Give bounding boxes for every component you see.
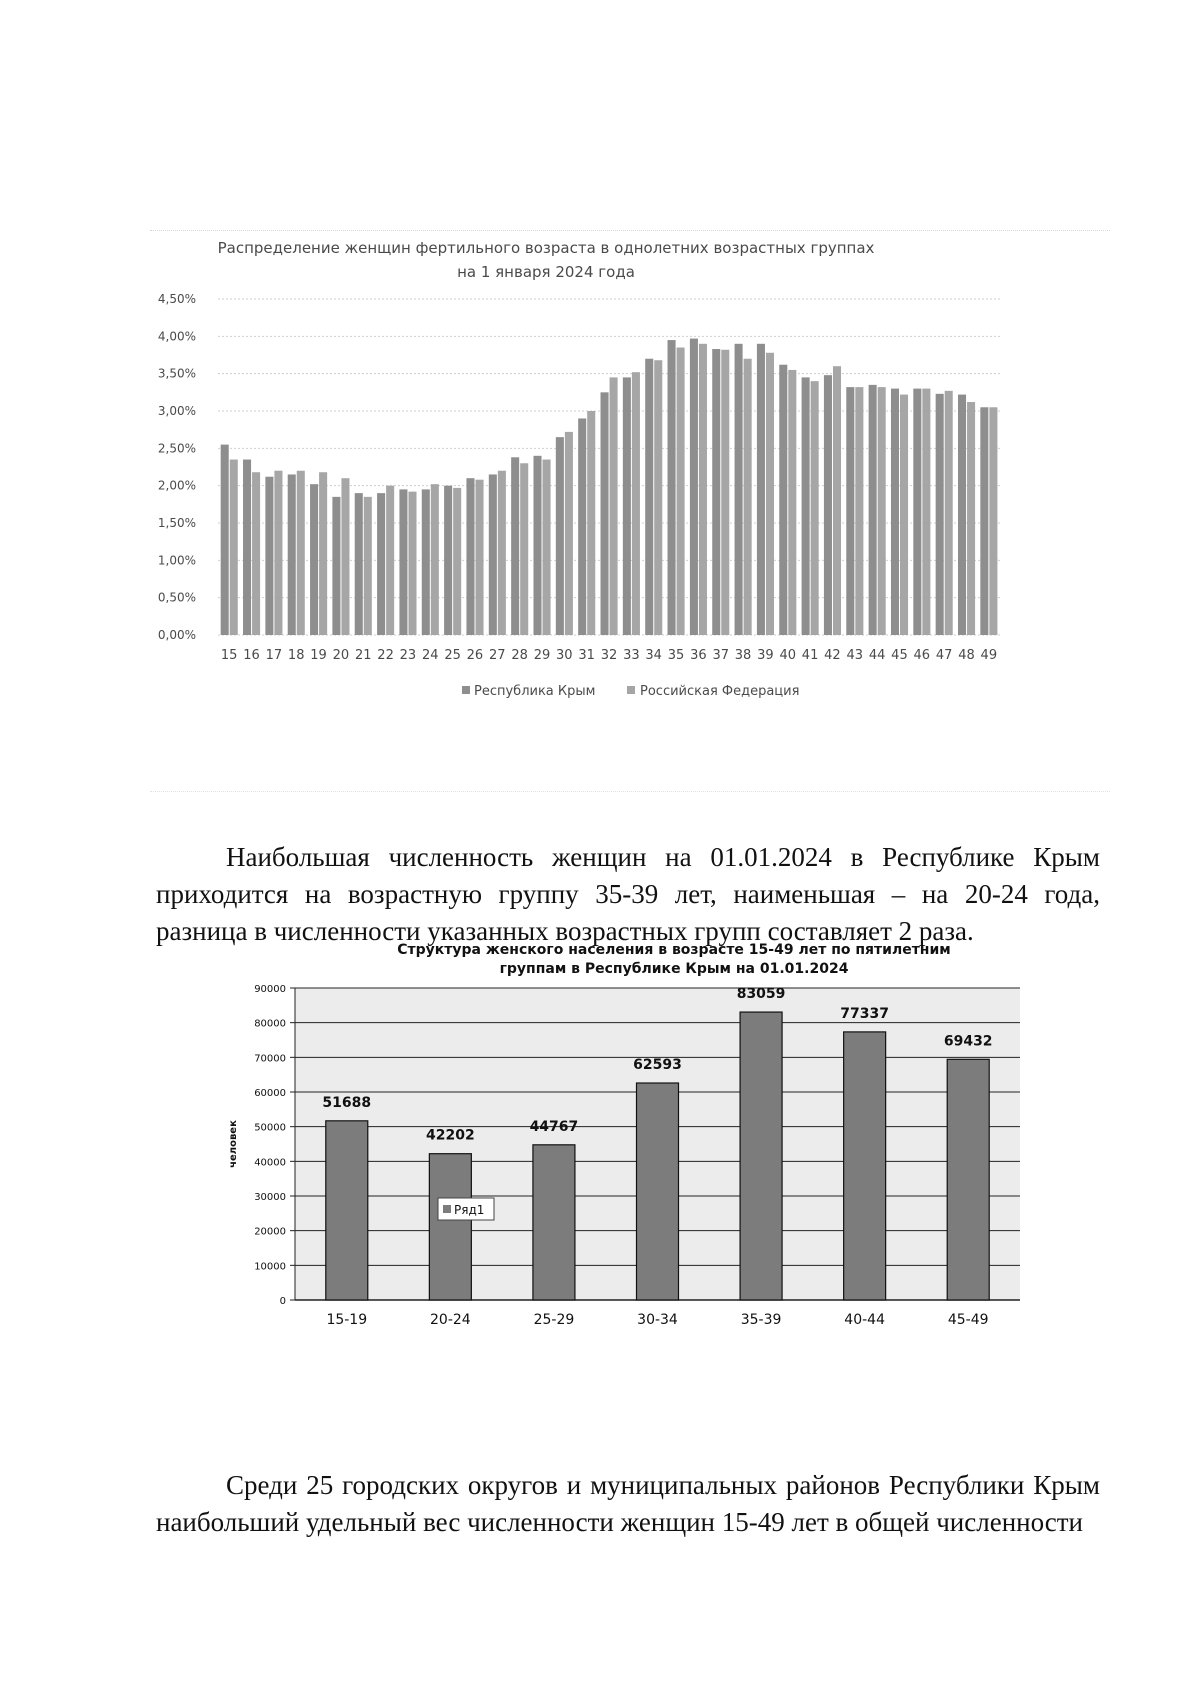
chart2-legend-swatch <box>443 1205 451 1213</box>
chart1-y-tick-label: 4,50% <box>157 292 196 306</box>
chart1-bar-crimea <box>399 489 407 635</box>
chart1-bar-russia <box>408 492 416 635</box>
chart1-bar-crimea <box>221 445 229 635</box>
chart1-bar-crimea <box>533 456 541 635</box>
chart1-bar-crimea <box>511 457 519 635</box>
chart1-bar-crimea <box>936 394 944 635</box>
chart1-y-tick-label: 1,00% <box>157 553 196 568</box>
chart1-x-tick-label: 27 <box>489 648 506 663</box>
chart1-bar-russia <box>721 350 729 635</box>
chart1-x-tick-label: 48 <box>958 648 975 663</box>
paragraph-districts-intro: Среди 25 городских округов и муниципальных районов Республики Крым наибольший удельный вес численности женщин 15-49 лет в общей численности <box>156 1470 1100 1537</box>
chart1-x-tick-label: 34 <box>645 648 662 663</box>
chart2-title-line: группам в Республике Крым на 01.01.2024 <box>499 961 849 977</box>
chart1-x-tick-label: 30 <box>556 648 573 663</box>
chart1-x-tick-label: 19 <box>310 648 327 663</box>
chart1-x-tick-label: 38 <box>734 648 752 663</box>
chart1-bar-russia <box>632 372 640 635</box>
chart1-bar-russia <box>766 353 774 635</box>
chart1-bar-russia <box>431 484 439 635</box>
chart1-y-tick-label: 2,00% <box>157 478 196 493</box>
chart2-bar <box>533 1145 575 1300</box>
chart2-bar <box>429 1154 471 1300</box>
chart1-bar-russia <box>811 381 819 635</box>
legend-label-crimea: Республика Крым <box>474 684 596 699</box>
chart1-bar-crimea <box>243 460 251 635</box>
chart2-data-label: 42202 <box>425 1127 475 1144</box>
chart1-y-tick-label: 0,50% <box>157 590 196 605</box>
chart1-bar-crimea <box>668 340 676 635</box>
chart2-y-tick-label: 40000 <box>254 1157 286 1169</box>
chart1-bar-crimea <box>578 418 586 635</box>
chart-fertile-age-distribution <box>150 230 1110 792</box>
chart1-x-tick-label: 35 <box>667 648 685 663</box>
chart1-bar-crimea <box>422 489 430 635</box>
chart1-bar-russia <box>989 407 997 635</box>
chart1-x-tick-label: 15 <box>220 648 238 663</box>
chart2-y-tick-label: 70000 <box>254 1053 286 1065</box>
chart1-bar-russia <box>498 471 506 635</box>
chart2-y-tick-label: 90000 <box>254 984 286 995</box>
chart1-svg <box>150 231 1110 791</box>
chart1-bar-russia <box>587 411 595 635</box>
chart1-bar-crimea <box>824 375 832 635</box>
chart1-x-tick-label: 40 <box>779 648 797 663</box>
chart1-x-tick-label: 22 <box>377 648 394 663</box>
chart1-x-tick-label: 26 <box>466 648 484 663</box>
chart2-data-label: 83059 <box>736 986 786 1003</box>
chart1-bar-russia <box>788 370 796 635</box>
chart2-svg <box>220 940 1040 1420</box>
chart1-x-tick-label: 28 <box>511 648 528 663</box>
chart1-bar-crimea <box>288 474 296 635</box>
chart1-bar-crimea <box>489 474 497 635</box>
chart1-x-tick-label: 41 <box>801 648 819 663</box>
legend-swatch-crimea <box>462 686 470 694</box>
chart2-legend-label: Ряд1 <box>454 1203 485 1217</box>
paragraph-age-group-summary: Наибольшая численность женщин на 01.01.2024 в Республике Крым приходится на возрастную группу 35-39 лет, наименьшая – на 20-24 года, разница в численности указанных возрастных групп составляет 2 раза. <box>156 842 1100 946</box>
chart1-x-tick-label: 36 <box>690 648 707 663</box>
chart2-y-tick-label: 10000 <box>254 1261 286 1273</box>
chart2-legend <box>438 1198 494 1220</box>
chart1-bar-russia <box>967 402 975 635</box>
chart2-x-tick-label: 45-49 <box>947 1312 989 1328</box>
chart2-x-tick-label: 25-29 <box>533 1312 575 1328</box>
chart1-bar-crimea <box>712 349 720 635</box>
chart1-bar-russia <box>677 348 685 635</box>
legend-label-russia: Российская Федерация <box>640 684 800 699</box>
chart2-x-tick-label: 30-34 <box>637 1312 678 1328</box>
chart1-bar-crimea <box>958 395 966 635</box>
chart1-bar-russia <box>297 471 305 635</box>
chart1-bar-crimea <box>377 493 385 635</box>
chart1-bar-crimea <box>444 486 452 635</box>
chart1-bar-russia <box>654 360 662 635</box>
chart2-bar <box>326 1121 368 1300</box>
chart1-bar-russia <box>230 460 238 635</box>
chart1-bar-crimea <box>735 344 743 635</box>
chart1-bar-crimea <box>332 497 340 635</box>
chart1-bar-crimea <box>645 359 653 635</box>
chart1-x-tick-label: 46 <box>913 648 931 663</box>
chart1-title-line: Распределение женщин фертильного возраста в однолетних возрастных группах <box>217 239 875 257</box>
chart1-bar-crimea <box>779 365 787 635</box>
chart2-y-tick-label: 30000 <box>254 1192 286 1203</box>
chart2-x-tick-label: 40-44 <box>844 1312 885 1328</box>
chart1-bar-russia <box>855 387 863 635</box>
chart2-data-label: 77337 <box>840 1005 890 1022</box>
chart1-bar-russia <box>274 471 282 635</box>
chart2-bar <box>844 1032 886 1300</box>
chart2-data-label: 62593 <box>633 1057 682 1074</box>
chart1-bar-russia <box>833 366 841 635</box>
chart1-bar-crimea <box>891 389 899 635</box>
chart1-bar-crimea <box>355 493 363 635</box>
chart1-y-tick-label: 1,50% <box>157 516 196 530</box>
chart2-y-tick-label: 60000 <box>254 1088 286 1099</box>
chart1-bar-crimea <box>265 477 273 635</box>
chart1-x-tick-label: 32 <box>600 648 618 663</box>
chart1-bar-russia <box>386 486 394 635</box>
chart2-data-label: 69432 <box>943 1033 993 1050</box>
chart1-bar-russia <box>699 344 707 635</box>
chart1-y-tick-label: 4,00% <box>157 329 196 344</box>
chart1-bar-russia <box>945 391 953 635</box>
chart2-y-tick-label: 80000 <box>254 1018 286 1030</box>
chart1-x-tick-label: 43 <box>846 648 864 663</box>
chart1-x-tick-label: 20 <box>332 648 350 663</box>
chart1-bar-russia <box>922 389 930 635</box>
chart1-bar-crimea <box>869 385 877 635</box>
chart1-x-tick-label: 39 <box>757 648 774 663</box>
chart1-bar-russia <box>252 472 260 635</box>
chart2-bar <box>637 1083 679 1300</box>
chart2-y-tick-label: 20000 <box>254 1226 286 1238</box>
chart1-bar-russia <box>900 395 908 635</box>
chart2-y-tick-label: 50000 <box>254 1122 286 1134</box>
chart1-y-tick-label: 3,50% <box>157 366 196 381</box>
chart2-x-tick-label: 20-24 <box>430 1312 471 1328</box>
chart1-bar-crimea <box>556 437 564 635</box>
chart1-bar-russia <box>878 387 886 635</box>
chart1-bar-russia <box>453 488 461 635</box>
chart1-x-tick-label: 31 <box>578 648 595 663</box>
chart1-y-tick-label: 2,50% <box>157 441 196 456</box>
chart1-bar-crimea <box>980 407 988 635</box>
chart1-x-tick-label: 16 <box>243 648 260 663</box>
chart2-bar <box>947 1059 989 1300</box>
chart1-bar-crimea <box>623 377 631 635</box>
chart1-bar-russia <box>364 497 372 635</box>
chart1-bar-crimea <box>466 478 474 635</box>
chart1-x-tick-label: 37 <box>712 648 729 663</box>
legend-swatch-russia <box>627 686 635 694</box>
chart1-bar-russia <box>341 478 349 635</box>
chart1-bar-russia <box>319 472 327 635</box>
chart1-title-line: на 1 января 2024 года <box>457 263 635 281</box>
chart1-x-tick-label: 42 <box>824 648 841 663</box>
chart1-x-tick-label: 49 <box>980 648 998 663</box>
chart1-bar-crimea <box>802 377 810 635</box>
chart1-legend <box>462 684 799 699</box>
chart1-bar-russia <box>520 463 528 635</box>
chart2-y-tick-label: 0 <box>279 1296 286 1307</box>
chart1-bar-crimea <box>913 389 921 635</box>
chart1-bar-crimea <box>846 387 854 635</box>
chart1-x-tick-label: 17 <box>265 648 283 663</box>
chart1-bar-russia <box>543 460 551 635</box>
chart1-bar-crimea <box>601 392 609 635</box>
chart1-y-tick-label: 3,00% <box>157 404 196 418</box>
chart1-x-tick-label: 25 <box>444 648 461 663</box>
chart2-bar <box>740 1012 782 1300</box>
chart1-bar-crimea <box>757 344 765 635</box>
chart1-bar-russia <box>610 377 618 635</box>
chart1-bar-crimea <box>310 484 318 635</box>
chart2-title-line: Структура женского населения в возрасте 15-49 лет по пятилетним <box>397 942 951 958</box>
chart1-x-tick-label: 47 <box>935 648 953 663</box>
chart1-y-tick-label: 0,00% <box>157 628 196 642</box>
chart1-bar-russia <box>565 432 573 635</box>
chart1-x-tick-label: 29 <box>533 648 551 663</box>
chart1-bar-russia <box>475 480 483 635</box>
chart1-x-tick-label: 44 <box>868 648 886 663</box>
chart1-x-tick-label: 18 <box>287 648 305 663</box>
chart2-data-label: 44767 <box>529 1118 579 1135</box>
chart1-bar-russia <box>744 359 752 635</box>
chart1-bar-crimea <box>690 339 698 635</box>
chart2-x-tick-label: 15-19 <box>326 1312 368 1328</box>
chart2-x-tick-label: 35-39 <box>740 1312 782 1328</box>
chart-five-year-groups <box>220 940 1040 1420</box>
chart1-x-tick-label: 23 <box>399 648 417 663</box>
chart1-x-tick-label: 45 <box>891 648 908 663</box>
chart1-x-tick-label: 33 <box>623 648 640 663</box>
chart2-data-label: 51688 <box>322 1094 372 1111</box>
chart1-x-tick-label: 21 <box>354 648 372 663</box>
chart2-y-axis-label: человек <box>228 1120 239 1168</box>
chart1-x-tick-label: 24 <box>421 648 439 663</box>
